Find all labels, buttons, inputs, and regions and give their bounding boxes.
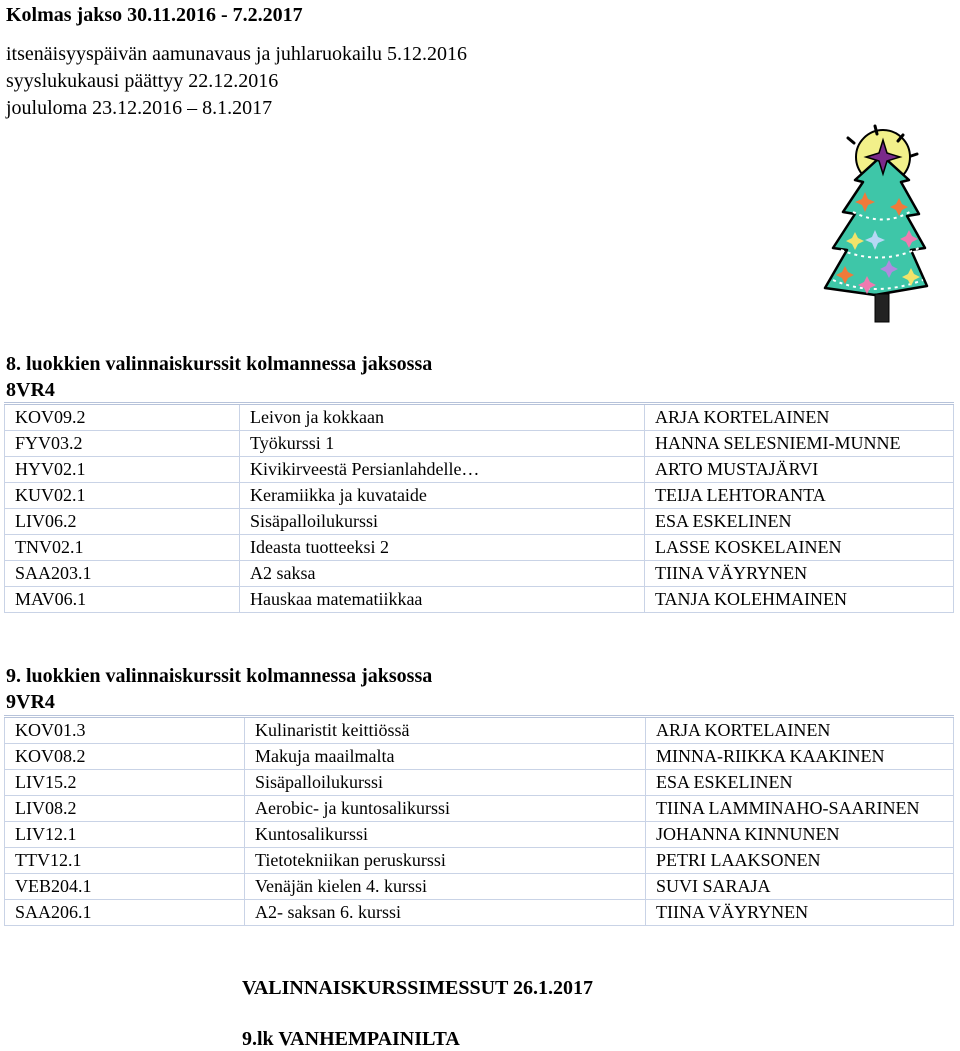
table-row (5, 874, 954, 900)
course-title: Hauskaa matematiikkaa (240, 587, 645, 613)
table-row (5, 561, 954, 587)
course-code: SAA206.1 (5, 900, 245, 926)
course-code: TNV02.1 (5, 535, 240, 561)
course-title: Työkurssi 1 (240, 431, 645, 457)
teacher-name: JOHANNA KINNUNEN (646, 822, 954, 848)
teacher-name: SUVI SARAJA (646, 874, 954, 900)
course-code: KOV01.3 (5, 717, 245, 744)
course-code: FYV03.2 (5, 431, 240, 457)
teacher-name: LASSE KOSKELAINEN (645, 535, 954, 561)
course-title: Keramiikka ja kuvataide (240, 483, 645, 509)
course-title: Aerobic- ja kuntosalikurssi (245, 796, 646, 822)
course-code: TTV12.1 (5, 848, 245, 874)
table-row (5, 717, 954, 744)
course-code: HYV02.1 (5, 457, 240, 483)
course-title: Kivikirveestä Persianlahdelle… (240, 457, 645, 483)
christmas-tree-icon (815, 120, 955, 325)
table-row (5, 483, 954, 509)
course-code: VEB204.1 (5, 874, 245, 900)
table-row (5, 796, 954, 822)
table-row (5, 404, 954, 431)
teacher-name: HANNA SELESNIEMI-MUNNE (645, 431, 954, 457)
table-row (5, 509, 954, 535)
parents-evening-event: 9.lk VANHEMPAINILTA (242, 1028, 460, 1050)
grade8-course-table (4, 402, 954, 613)
date-line-christmas-holiday: joululoma 23.12.2016 – 8.1.2017 (6, 97, 273, 119)
table-row (5, 822, 954, 848)
teacher-name: ARJA KORTELAINEN (645, 404, 954, 431)
course-title: Kuntosalikurssi (245, 822, 646, 848)
grade9-course-table (4, 715, 954, 926)
teacher-name: TIINA VÄYRYNEN (645, 561, 954, 587)
table-row (5, 744, 954, 770)
course-code: LIV06.2 (5, 509, 240, 535)
date-line-autumn-term-end: syyslukukausi päättyy 22.12.2016 (6, 70, 279, 92)
course-title: Sisäpalloilukurssi (245, 770, 646, 796)
teacher-name: PETRI LAAKSONEN (646, 848, 954, 874)
teacher-name: TANJA KOLEHMAINEN (645, 587, 954, 613)
course-code: KOV08.2 (5, 744, 245, 770)
course-title: Leivon ja kokkaan (240, 404, 645, 431)
course-fair-event: VALINNAISKURSSIMESSUT 26.1.2017 (242, 977, 594, 999)
teacher-name: TEIJA LEHTORANTA (645, 483, 954, 509)
teacher-name: ARTO MUSTAJÄRVI (645, 457, 954, 483)
teacher-name: MINNA-RIIKKA KAAKINEN (646, 744, 954, 770)
course-code: KUV02.1 (5, 483, 240, 509)
table-row (5, 770, 954, 796)
course-title: A2 saksa (240, 561, 645, 587)
course-title: Venäjän kielen 4. kurssi (245, 874, 646, 900)
course-code: LIV15.2 (5, 770, 245, 796)
table-row (5, 848, 954, 874)
page-title: Kolmas jakso 30.11.2016 - 7.2.2017 (6, 4, 303, 26)
course-title: Makuja maailmalta (245, 744, 646, 770)
section8-heading: 8. luokkien valinnaiskurssit kolmannessa jaksossa (6, 353, 433, 375)
course-title: Kulinaristit keittiössä (245, 717, 646, 744)
date-line-independence-day: itsenäisyyspäivän aamunavaus ja juhlaruokailu 5.12.2016 (6, 43, 468, 65)
table-row (5, 457, 954, 483)
table-row (5, 900, 954, 926)
course-code: SAA203.1 (5, 561, 240, 587)
teacher-name: ESA ESKELINEN (646, 770, 954, 796)
course-title: Tietotekniikan peruskurssi (245, 848, 646, 874)
course-code: KOV09.2 (5, 404, 240, 431)
section9-subheading: 9VR4 (6, 691, 55, 713)
table-row (5, 535, 954, 561)
course-title: Sisäpalloilukurssi (240, 509, 645, 535)
table-row (5, 431, 954, 457)
teacher-name: ARJA KORTELAINEN (646, 717, 954, 744)
course-title: Ideasta tuotteeksi 2 (240, 535, 645, 561)
course-code: LIV12.1 (5, 822, 245, 848)
course-code: LIV08.2 (5, 796, 245, 822)
course-code: MAV06.1 (5, 587, 240, 613)
section9-heading: 9. luokkien valinnaiskurssit kolmannessa jaksossa (6, 665, 433, 687)
course-title: A2- saksan 6. kurssi (245, 900, 646, 926)
teacher-name: TIINA LAMMINAHO-SAARINEN (646, 796, 954, 822)
section8-subheading: 8VR4 (6, 379, 55, 401)
teacher-name: ESA ESKELINEN (645, 509, 954, 535)
teacher-name: TIINA VÄYRYNEN (646, 900, 954, 926)
table-row (5, 587, 954, 613)
